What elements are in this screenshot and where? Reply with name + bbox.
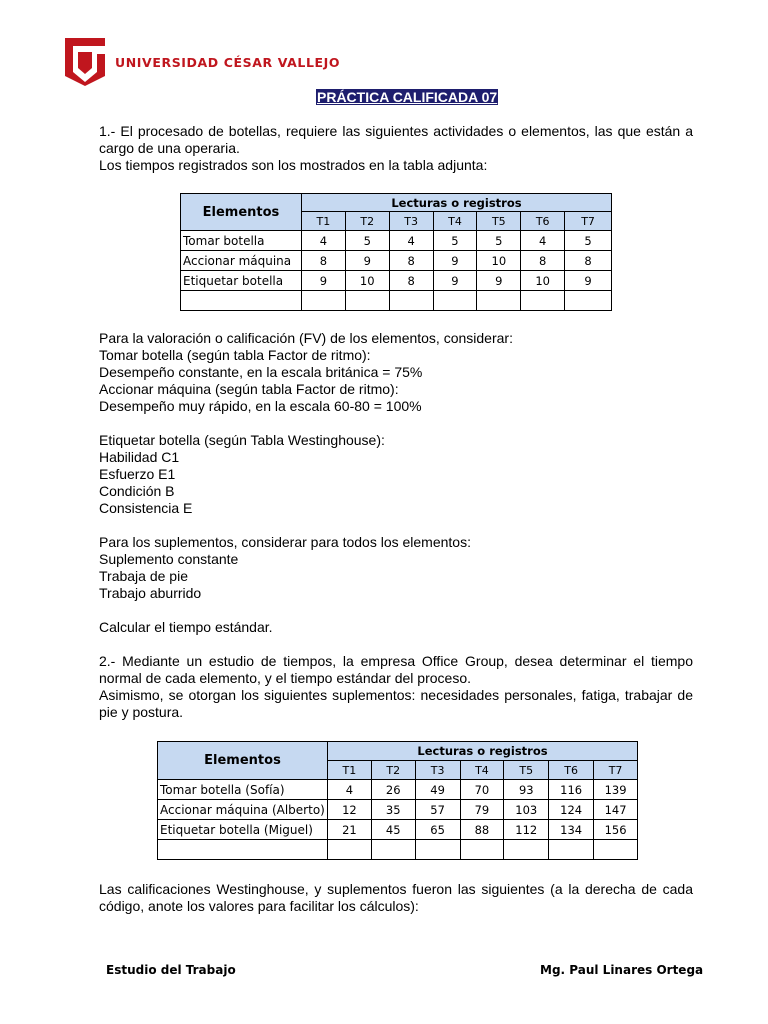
q1-valuation-line: Para la valoración o calificación (FV) de los elementos, considerar: — [99, 330, 513, 346]
page-title: PRÁCTICA CALIFICADA 07 — [317, 89, 498, 105]
readings-header: Lecturas o registros — [327, 742, 637, 761]
table-row — [181, 251, 612, 271]
reading-cell — [301, 291, 345, 311]
reading-cell: 5 — [345, 231, 389, 251]
reading-cell: 8 — [521, 251, 565, 271]
reading-cell: 79 — [460, 800, 504, 820]
q1-intro: 1.- El procesado de botellas, requiere las siguientes actividades o elementos, las que están a cargo de una operaria. — [99, 123, 693, 156]
column-header: T1 — [301, 212, 345, 231]
q1-task: Calcular el tiempo estándar. — [99, 619, 273, 635]
readings-header: Lecturas o registros — [301, 194, 611, 212]
element-name: Accionar máquina (Alberto) — [158, 800, 328, 820]
column-header: T2 — [345, 212, 389, 231]
reading-cell: 57 — [415, 800, 460, 820]
reading-cell: 21 — [327, 820, 371, 840]
reading-cell: 93 — [504, 780, 549, 800]
reading-cell — [433, 291, 477, 311]
reading-cell: 10 — [521, 271, 565, 291]
reading-cell: 4 — [521, 231, 565, 251]
reading-cell — [521, 291, 565, 311]
element-name — [181, 291, 302, 311]
q1-valuation-line: Tomar botella (según tabla Factor de ritmo): — [99, 347, 371, 363]
table-row — [181, 271, 612, 291]
column-header: T7 — [565, 212, 612, 231]
column-header: T4 — [460, 761, 504, 780]
reading-cell: 12 — [327, 800, 371, 820]
q1-valuation-line: Desempeño muy rápido, en la escala 60-80 = 100% — [99, 398, 422, 414]
reading-cell: 134 — [549, 820, 594, 840]
q1-intro-2: Los tiempos registrados son los mostrados en la tabla adjunta: — [99, 157, 488, 173]
element-name: Accionar máquina — [181, 251, 302, 271]
q1-westinghouse-line: Habilidad C1 — [99, 449, 180, 465]
reading-cell: 35 — [371, 800, 415, 820]
column-header: T5 — [504, 761, 549, 780]
reading-cell — [549, 840, 594, 860]
reading-cell: 8 — [389, 251, 433, 271]
table-row — [158, 820, 638, 840]
ucv-shield-icon — [65, 38, 105, 86]
element-name: Etiquetar botella — [181, 271, 302, 291]
q1-westinghouse-line: Etiquetar botella (según Tabla Westinghouse): — [99, 432, 385, 448]
reading-cell: 4 — [389, 231, 433, 251]
reading-cell: 10 — [345, 271, 389, 291]
reading-cell: 9 — [477, 271, 521, 291]
reading-cell: 9 — [301, 271, 345, 291]
element-name: Tomar botella — [181, 231, 302, 251]
reading-cell: 88 — [460, 820, 504, 840]
q1-westinghouse-line: Condición B — [99, 483, 175, 499]
q1-valuation-line: Accionar máquina (según tabla Factor de ritmo): — [99, 381, 399, 397]
reading-cell: 8 — [301, 251, 345, 271]
reading-cell — [371, 840, 415, 860]
q1-valuation-line: Desempeño constante, en la escala británica = 75% — [99, 364, 423, 380]
reading-cell — [327, 840, 371, 860]
reading-cell — [565, 291, 612, 311]
reading-cell — [594, 840, 638, 860]
reading-cell — [415, 840, 460, 860]
university-logo — [65, 38, 340, 86]
table-row — [158, 840, 638, 860]
reading-cell — [504, 840, 549, 860]
reading-cell: 112 — [504, 820, 549, 840]
reading-cell — [389, 291, 433, 311]
q1-readings-table — [180, 193, 612, 311]
footer-course: Estudio del Trabajo — [106, 963, 236, 977]
table-row — [181, 231, 612, 251]
table-row — [181, 291, 612, 311]
reading-cell: 4 — [327, 780, 371, 800]
q2-intro-2: Asimismo, se otorgan los siguientes suplementos: necesidades personales, fatiga, trabajar de pie y postura. — [99, 687, 693, 720]
reading-cell: 10 — [477, 251, 521, 271]
column-header: T1 — [327, 761, 371, 780]
element-name: Tomar botella (Sofía) — [158, 780, 328, 800]
element-name: Etiquetar botella (Miguel) — [158, 820, 328, 840]
column-header: T3 — [415, 761, 460, 780]
reading-cell — [345, 291, 389, 311]
table-row — [158, 800, 638, 820]
q2-readings-table — [157, 741, 638, 860]
reading-cell: 147 — [594, 800, 638, 820]
reading-cell: 49 — [415, 780, 460, 800]
column-header: T3 — [389, 212, 433, 231]
reading-cell: 5 — [433, 231, 477, 251]
table-row — [158, 780, 638, 800]
reading-cell: 9 — [433, 271, 477, 291]
reading-cell: 139 — [594, 780, 638, 800]
institution-name: UNIVERSIDAD CÉSAR VALLEJO — [115, 54, 341, 70]
column-header: T6 — [521, 212, 565, 231]
reading-cell: 5 — [477, 231, 521, 251]
elements-header: Elementos — [158, 742, 328, 780]
reading-cell: 8 — [389, 271, 433, 291]
reading-cell: 116 — [549, 780, 594, 800]
reading-cell: 9 — [345, 251, 389, 271]
q2-intro: 2.- Mediante un estudio de tiempos, la empresa Office Group, desea determinar el tiempo normal de cada elemento, y el tiempo estándar del proceso. — [99, 653, 693, 686]
reading-cell: 9 — [565, 271, 612, 291]
q1-supplement-line: Trabajo aburrido — [99, 585, 202, 601]
q1-supplement-line: Trabaja de pie — [99, 568, 188, 584]
column-header: T6 — [549, 761, 594, 780]
reading-cell: 124 — [549, 800, 594, 820]
column-header: T7 — [594, 761, 638, 780]
q1-westinghouse-line: Consistencia E — [99, 500, 193, 516]
reading-cell — [477, 291, 521, 311]
reading-cell: 9 — [433, 251, 477, 271]
q2-closing: Las calificaciones Westinghouse, y suplementos fueron las siguientes (a la derecha de cada código, anote los valores para facilitar los cálculos): — [99, 881, 693, 914]
q1-supplement-line: Para los suplementos, considerar para todos los elementos: — [99, 534, 471, 550]
reading-cell: 45 — [371, 820, 415, 840]
column-header: T5 — [477, 212, 521, 231]
q1-westinghouse-line: Esfuerzo E1 — [99, 466, 176, 482]
reading-cell: 5 — [565, 231, 612, 251]
column-header: T2 — [371, 761, 415, 780]
reading-cell: 26 — [371, 780, 415, 800]
reading-cell — [460, 840, 504, 860]
reading-cell: 8 — [565, 251, 612, 271]
reading-cell: 4 — [301, 231, 345, 251]
reading-cell: 156 — [594, 820, 638, 840]
elements-header: Elementos — [181, 194, 302, 231]
element-name — [158, 840, 328, 860]
column-header: T4 — [433, 212, 477, 231]
footer-author: Mg. Paul Linares Ortega — [540, 963, 704, 977]
q1-supplement-line: Suplemento constante — [99, 551, 239, 567]
reading-cell: 103 — [504, 800, 549, 820]
reading-cell: 70 — [460, 780, 504, 800]
reading-cell: 65 — [415, 820, 460, 840]
